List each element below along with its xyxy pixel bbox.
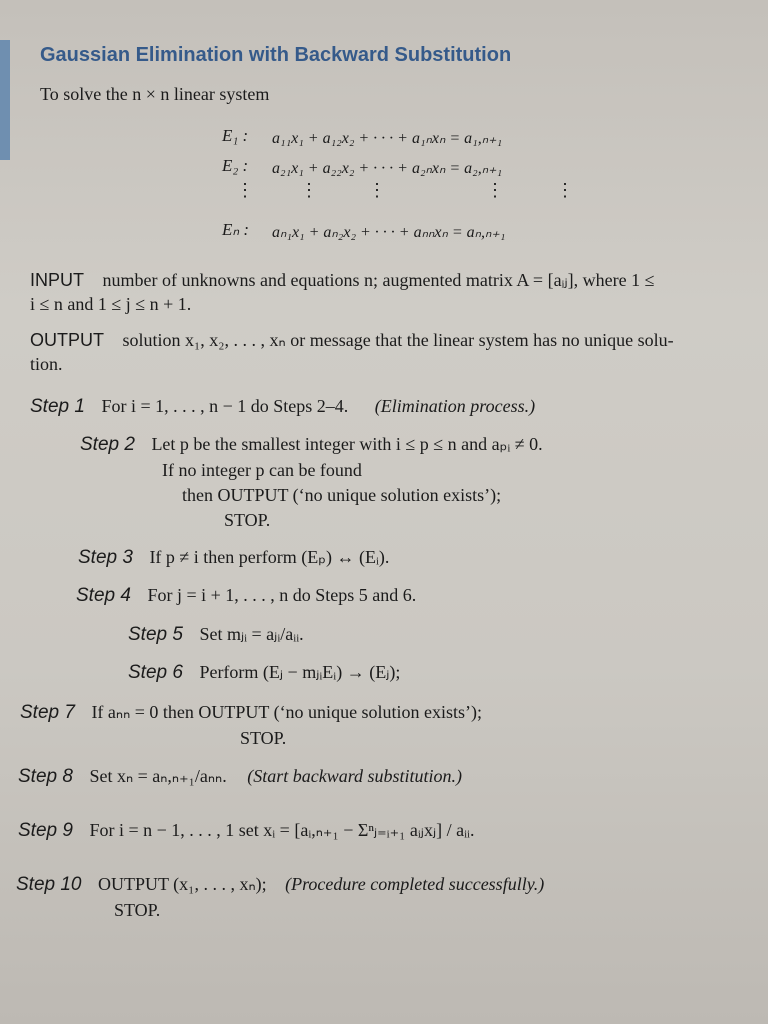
step-9-label: Step 9 [18,820,73,841]
step-4-label: Step 4 [76,585,131,606]
algorithm-title: Gaussian Elimination with Backward Substitution [40,44,512,66]
step-10-line-2: STOP. [114,900,161,920]
step-7-line-2: STOP. [240,728,287,748]
step-6-label: Step 6 [128,662,183,683]
input-line-2: i ≤ n and 1 ≤ j ≤ n + 1. [30,294,192,314]
system-equation-n: aₙ₁x₁ + aₙ₂x₂ + · · · + aₙₙxₙ = aₙ,ₙ₊₁ [272,224,506,241]
system-equation-1: a₁₁x₁ + a₁₂x₂ + · · · + a₁ₙxₙ = a₁,ₙ₊₁ [272,130,503,147]
step-10-note: (Procedure completed successfully.) [285,874,545,894]
step-2-label: Step 2 [80,434,135,455]
output-line-2: tion. [30,354,63,374]
step-1-text: For i = 1, . . . , n − 1 do Steps 2–4. [101,396,349,416]
step-7-label: Step 7 [20,702,75,723]
system-equation-2: a₂₁x₁ + a₂₂x₂ + · · · + a₂ₙxₙ = a₂,ₙ₊₁ [272,160,503,177]
system-label-2: E₂ : [222,156,249,175]
step-5-text: Set mⱼᵢ = aⱼᵢ/aᵢᵢ. [199,624,304,644]
output-heading: OUTPUT [30,330,104,350]
step-10-text: OUTPUT (x₁, . . . , xₙ); [98,874,267,894]
output-section [30,330,674,351]
step-3-text: If p ≠ i then perform (Eₚ) ↔ (Eᵢ). [149,547,390,567]
step-4-text: For j = i + 1, . . . , n do Steps 5 and 6. [147,585,417,605]
step-7-line-1: If aₙₙ = 0 then OUTPUT (‘no unique solution exists’); [91,702,483,722]
step-3-label: Step 3 [78,547,133,568]
input-line-1: number of unknowns and equations n; augmented matrix A = [aᵢⱼ], where 1 ≤ [102,270,655,290]
system-label-1: E₁ : [222,126,249,145]
step-9 [18,820,474,842]
step-2-line-1: Let p be the smallest integer with i ≤ p ≤ n and aₚᵢ ≠ 0. [151,434,543,454]
step-2-line-4: STOP. [224,510,271,530]
intro-text: To solve the n × n linear system [40,84,270,104]
step-2-line-3: then OUTPUT (‘no unique solution exists’); [182,485,502,505]
step-9-text: For i = n − 1, . . . , 1 set xᵢ = [aᵢ,ₙ₊₁ − Σⁿⱼ₌ᵢ₊₁ aᵢⱼxⱼ] / aᵢᵢ. [89,820,475,840]
step-8-text: Set xₙ = aₙ,ₙ₊₁/aₙₙ. [89,766,227,786]
step-8 [18,766,462,788]
step-10-label: Step 10 [16,874,82,895]
step-10 [16,874,544,896]
step-8-note: (Start backward substitution.) [247,766,463,786]
page-edge-strip [0,40,10,160]
step-1-label: Step 1 [30,396,85,417]
system-label-n: Eₙ : [222,220,250,239]
step-4 [76,585,416,607]
output-line-1: solution x₁, x₂, . . . , xₙ or message that the linear system has no unique solu- [122,330,674,350]
step-6-text: Perform (Eⱼ − mⱼᵢEᵢ) → (Eⱼ); [199,662,401,682]
step-2-line-2: If no integer p can be found [162,460,362,480]
input-section [30,270,655,291]
step-5-label: Step 5 [128,624,183,645]
step-5 [128,624,304,646]
step-1-note: (Elimination process.) [374,396,536,416]
step-8-label: Step 8 [18,766,73,787]
input-heading: INPUT [30,270,84,290]
step-2 [80,434,543,456]
step-1 [30,396,535,418]
step-3 [78,547,389,569]
step-7 [20,702,482,724]
step-6 [128,662,400,684]
